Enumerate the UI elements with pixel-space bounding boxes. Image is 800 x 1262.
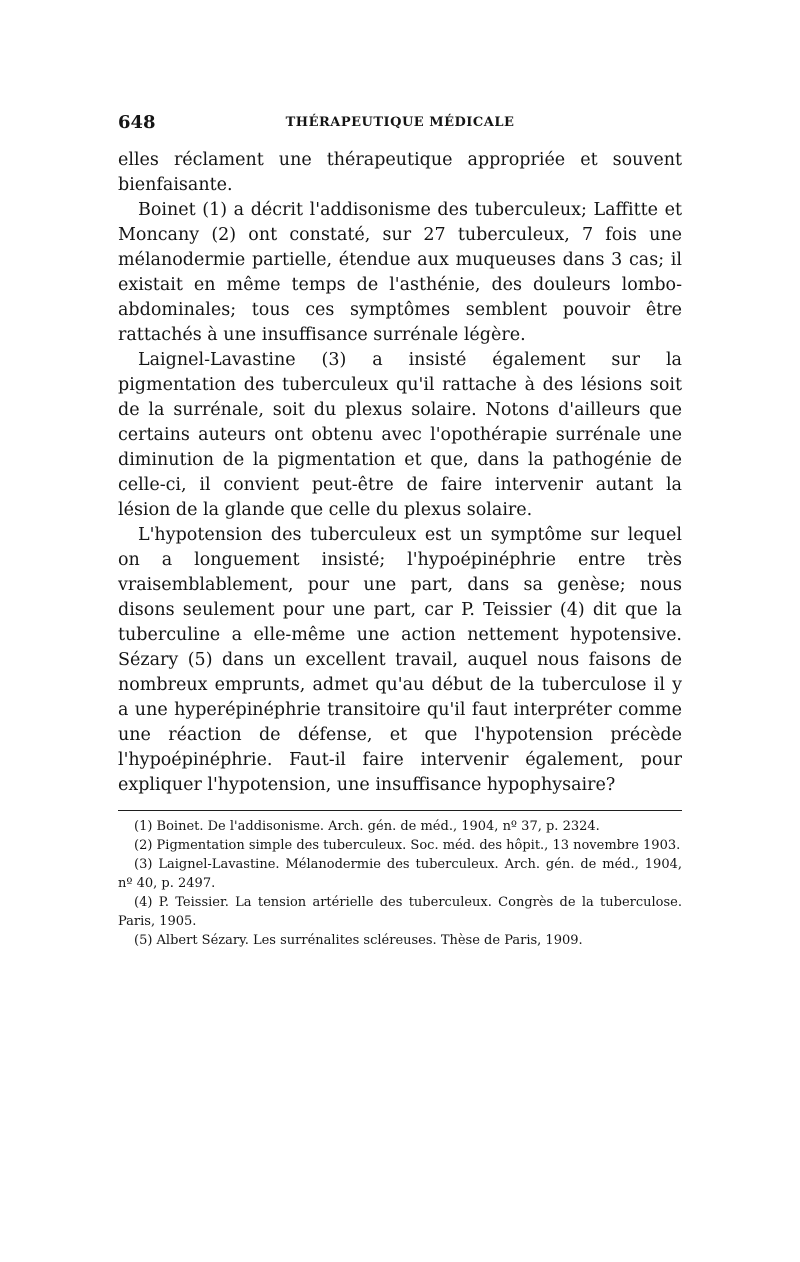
footnotes (118, 817, 682, 950)
body-text (118, 148, 682, 798)
page-header (118, 112, 682, 148)
footnote: (4) P. Teissier. La tension artérielle des tuberculeux. Congrès de la tuberculose. Paris, 1905. (118, 895, 682, 929)
paragraph: elles réclament une thérapeutique appropriée et souvent bienfaisante. (118, 150, 682, 195)
paragraph: L'hypotension des tuberculeux est un symptôme sur lequel on a longuement insisté; l'hypoépinéphrie entre très vraisemblablement, pour une part, dans sa genèse; nous disons seulement pour une part, car P. Teissier (4) dit que la tuberculine a elle-même une action nettement hypotensive. Sézary (5) dans un excellent travail, auquel nous faisons de nombreux emprunts, admet qu'au début de la tuberculose il y a une hyperépinéphrie transitoire qu'il faut interpréter comme une réaction de défense, et que l'hypotension précède l'hypoépinéphrie. Faut-il faire intervenir également, pour expliquer l'hypotension, une insuffisance hypophysaire? (118, 525, 682, 795)
footnote: (2) Pigmentation simple des tuberculeux. Soc. méd. des hôpit., 13 novembre 1903. (134, 838, 681, 853)
footnote: (5) Albert Sézary. Les surrénalites scléreuses. Thèse de Paris, 1909. (134, 933, 583, 948)
paragraph: Laignel-Lavastine (3) a insisté également sur la pigmentation des tuberculeux qu'il rattache à des lésions soit de la surrénale, soit du plexus solaire. Notons d'ailleurs que certains auteurs ont obtenu avec l'opothérapie surrénale une diminution de la pigmentation et que, dans la pathogénie de celle-ci, il convient peut-être de faire intervenir autant la lésion de la glande que celle du plexus solaire. (118, 350, 682, 520)
footnote-divider (118, 810, 682, 811)
footnote: (3) Laignel-Lavastine. Mélanodermie des tuberculeux. Arch. gén. de méd., 1904, nº 40, p. 2497. (118, 857, 682, 891)
book-page (118, 112, 682, 950)
footnote: (1) Boinet. De l'addisonisme. Arch. gén. de méd., 1904, nº 37, p. 2324. (134, 819, 600, 834)
paragraph: Boinet (1) a décrit l'addisonisme des tuberculeux; Laffitte et Moncany (2) ont constaté, sur 27 tuberculeux, 7 fois une mélanodermie partielle, étendue aux muqueuses dans 3 cas; il existait en même temps de l'asthénie, des douleurs lombo-abdominales; tous ces symptômes semblent pouvoir être rattachés à une insuffisance surrénale légère. (118, 200, 682, 345)
running-head: THÉRAPEUTIQUE MÉDICALE (285, 115, 515, 130)
page-number: 648 (118, 112, 156, 133)
